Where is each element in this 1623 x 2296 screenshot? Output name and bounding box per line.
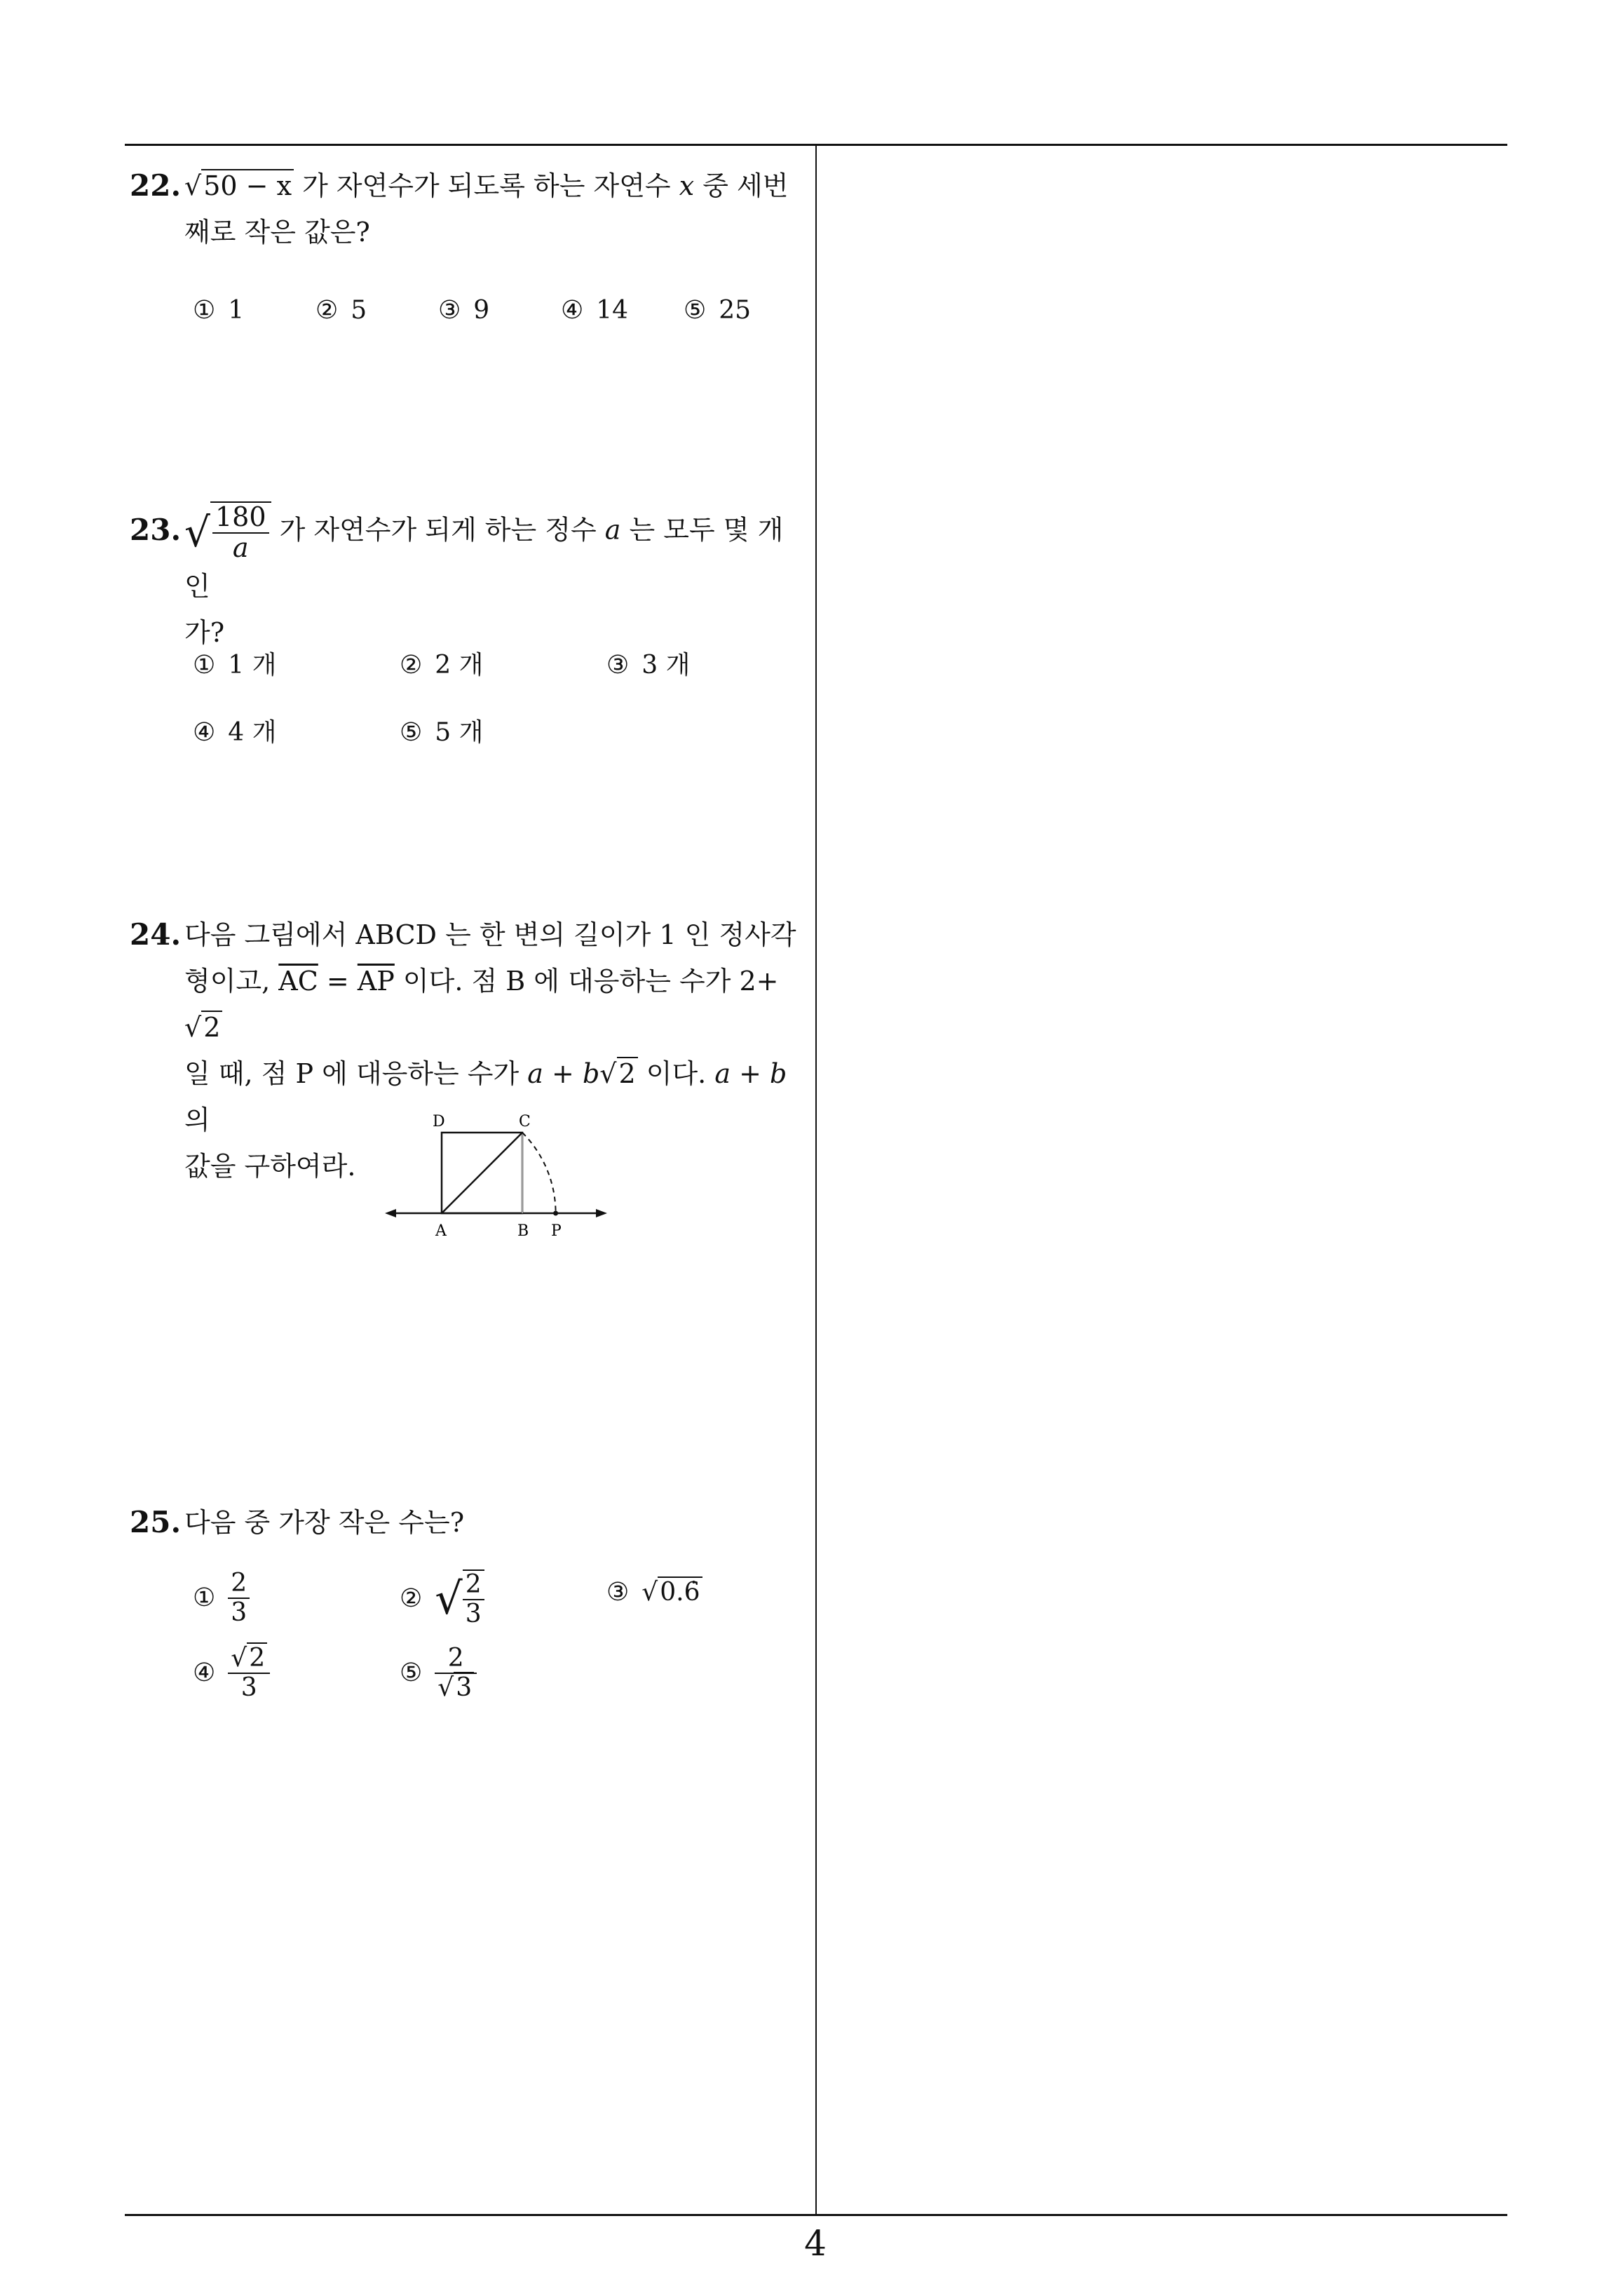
option-4[interactable]: ④ $\frac{√2}{3}$ (193, 1645, 270, 1701)
question-number: 25. (130, 1505, 182, 1539)
option-2[interactable]: ② 5 (315, 296, 367, 325)
option-5[interactable]: ⑤ $\frac{2}{√3}$ (400, 1645, 477, 1701)
question-text: √ $\frac{180}{a}$ 가 자연수가 되게 하는 정수 a 는 모두 몇 개인 가? (184, 501, 784, 648)
point-p (553, 1211, 558, 1216)
label-a: A (435, 1222, 447, 1240)
question-number: 22. (130, 168, 182, 203)
option-3[interactable]: ③ √0.6̇ (606, 1578, 702, 1607)
question-number: 23. (130, 513, 182, 547)
sqrt-fraction: √ $\frac{180}{a}$ (184, 501, 271, 563)
page-number: 4 (804, 2223, 827, 2264)
question-25 (130, 1499, 803, 1546)
question-23 (130, 501, 803, 656)
bottom-rule (125, 2214, 1507, 2216)
right-arrow-icon (596, 1209, 607, 1217)
option-1[interactable]: ① 1 (193, 296, 245, 325)
diagonal-ac (442, 1133, 522, 1213)
option-5[interactable]: ⑤ 5 개 (400, 718, 484, 747)
label-c: C (519, 1113, 531, 1130)
label-d: D (433, 1113, 445, 1130)
question-22 (130, 163, 803, 255)
option-2[interactable]: ② √ $\frac{2}{3}$ (400, 1569, 484, 1628)
option-4[interactable]: ④ 14 (561, 296, 629, 325)
left-arrow-icon (385, 1209, 396, 1217)
sqrt-expression: √50 − x (184, 163, 294, 209)
column-divider (815, 144, 817, 2216)
arc-cp (522, 1133, 556, 1213)
question-number: 24. (130, 917, 182, 952)
question-text: 다음 그림에서 ABCD 는 한 변의 길이가 1 인 정사각 형이고, $\overline{AC} = \overline{AP}$ 이다. 점 B 에 대응하는 수가 2+√2 일 때, 점 P 에 대응하는 수가 a + b√2 이다. a + b 의 값을 구하여라. (184, 919, 796, 1182)
option-3[interactable]: ③ 9 (438, 296, 490, 325)
option-1[interactable]: ① $\frac{2}{3}$ (193, 1569, 250, 1626)
option-1[interactable]: ① 1 개 (193, 651, 277, 680)
option-4[interactable]: ④ 4 개 (193, 718, 277, 747)
option-5[interactable]: ⑤ 25 (684, 296, 752, 325)
question-text: 다음 중 가장 작은 수는? (184, 1507, 465, 1538)
square-number-line-figure (375, 1101, 613, 1248)
label-b: B (517, 1222, 529, 1240)
option-3[interactable]: ③ 3 개 (606, 651, 691, 680)
label-p: P (551, 1222, 562, 1240)
option-2[interactable]: ② 2 개 (400, 651, 484, 680)
question-text: √50 − x 가 자연수가 되도록 하는 자연수 x 중 세번 째로 작은 값은? (184, 163, 803, 255)
